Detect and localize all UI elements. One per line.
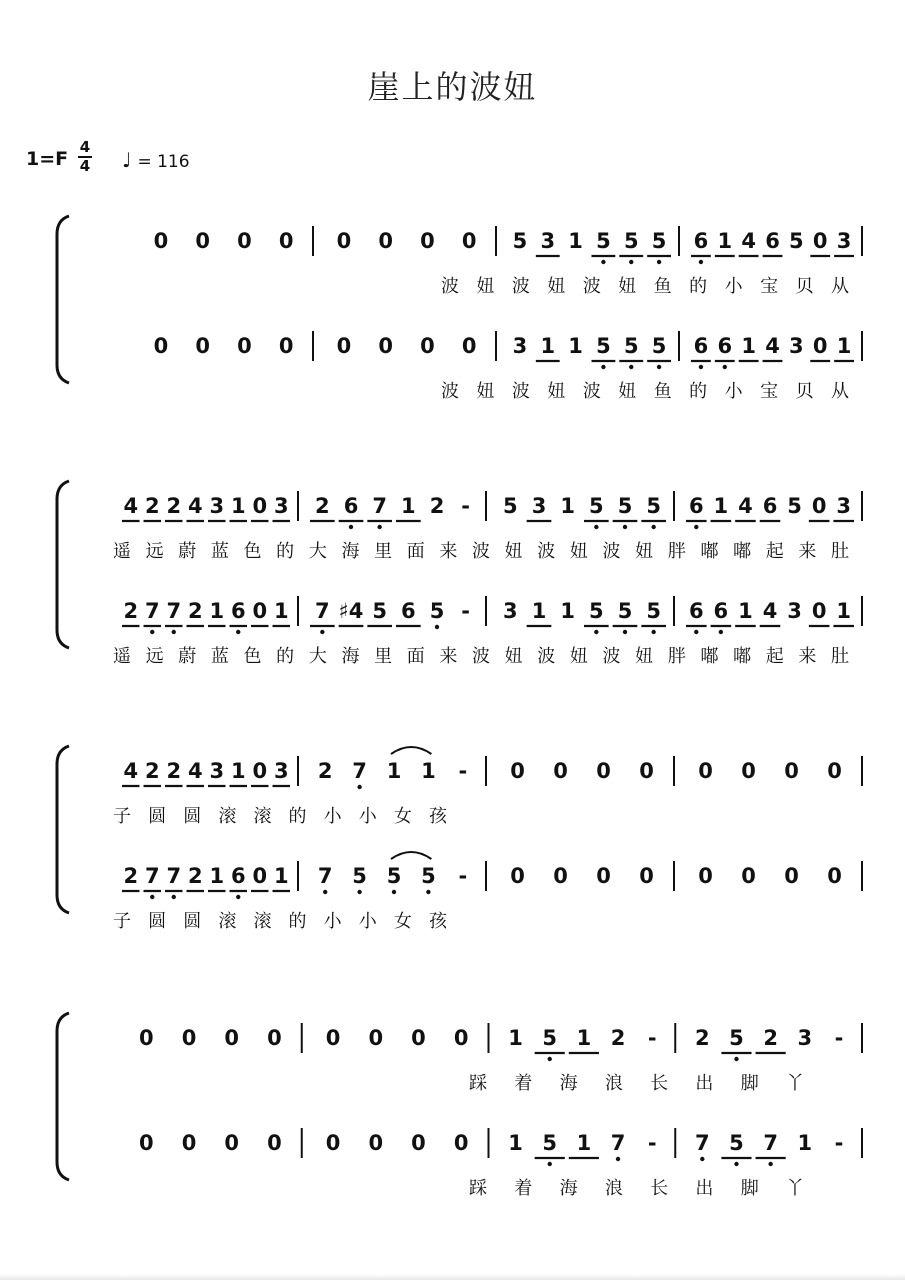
note: 1 xyxy=(797,1131,813,1155)
note: 1 xyxy=(230,759,246,783)
lower-octave-dot xyxy=(172,630,176,634)
note: 0 xyxy=(237,229,252,253)
note: 5 xyxy=(352,864,367,888)
note: 7 xyxy=(352,759,367,783)
note: 0 xyxy=(741,864,756,888)
note: 0 xyxy=(741,759,756,783)
note: 0 xyxy=(336,229,352,253)
note: 0 xyxy=(420,334,435,358)
note: 1 xyxy=(401,494,416,518)
note: 0 xyxy=(811,599,827,623)
note: - xyxy=(834,1026,844,1050)
note: 5 xyxy=(787,494,802,518)
note: 1 xyxy=(508,1026,523,1050)
note: 0 xyxy=(237,334,252,358)
note: 1 xyxy=(540,334,556,358)
note: 5 xyxy=(596,334,611,358)
note: 5 xyxy=(651,229,667,253)
note: 0 xyxy=(267,1026,282,1050)
note: 6 xyxy=(401,599,416,623)
note: 0 xyxy=(325,1131,341,1155)
note: 4 xyxy=(741,229,756,253)
note: 5 xyxy=(623,334,639,358)
lower-octave-dot xyxy=(357,785,361,789)
note: 0 xyxy=(252,494,268,518)
note: 1 xyxy=(717,229,733,253)
note: 3 xyxy=(273,494,289,518)
lower-octave-dot xyxy=(629,365,633,369)
note: 5 xyxy=(542,1026,558,1050)
note: 7 xyxy=(372,494,387,518)
note: 0 xyxy=(278,229,294,253)
lower-octave-dot xyxy=(651,525,655,529)
lyrics-line: 子 圆 圆 滚 滚 的 小 小 女 孩 xyxy=(113,806,447,827)
note: 5 xyxy=(429,599,445,623)
note: 1 xyxy=(836,599,852,623)
note: 2 xyxy=(763,1026,778,1050)
note: 0 xyxy=(784,864,799,888)
note: 1 xyxy=(568,334,583,358)
note: 0 xyxy=(336,334,352,358)
key-signature: 1=F xyxy=(26,148,69,170)
note: 3 xyxy=(797,1026,813,1050)
lower-octave-dot xyxy=(548,1057,552,1061)
lower-octave-dot xyxy=(734,1057,738,1061)
note: 5 xyxy=(542,1131,558,1155)
note: 0 xyxy=(267,1131,282,1155)
note: 0 xyxy=(510,759,525,783)
lower-octave-dot xyxy=(623,525,627,529)
note: 0 xyxy=(181,1131,197,1155)
note: 6 xyxy=(343,494,359,518)
song-title: 崖上的波妞 xyxy=(367,68,538,106)
lower-octave-dot xyxy=(323,890,327,894)
time-signature-top: 4 xyxy=(79,138,91,156)
note: 5 xyxy=(503,494,518,518)
tie-arc xyxy=(391,852,431,859)
note: 5 xyxy=(589,494,604,518)
note: 0 xyxy=(453,1131,469,1155)
note: 0 xyxy=(553,864,568,888)
note: 7 xyxy=(315,599,330,623)
note: - xyxy=(834,1131,844,1155)
note: 1 xyxy=(273,864,289,888)
note: 1 xyxy=(560,599,575,623)
lower-octave-dot xyxy=(768,1162,772,1166)
lyrics-line: 波 妞 波 妞 波 妞 鱼 的 小 宝 贝 从 xyxy=(441,276,849,297)
note: 1 xyxy=(421,759,436,783)
note: 1 xyxy=(741,334,756,358)
lower-octave-dot xyxy=(657,365,661,369)
note: 0 xyxy=(461,229,477,253)
lower-octave-dot xyxy=(699,260,703,264)
note: 3 xyxy=(836,494,852,518)
lower-octave-dot xyxy=(357,890,361,894)
note: 0 xyxy=(827,864,842,888)
note: 1 xyxy=(209,864,225,888)
note: 0 xyxy=(252,759,268,783)
note: 1 xyxy=(531,599,547,623)
note: 0 xyxy=(252,599,268,623)
quarter-note-icon: ♩ xyxy=(122,148,132,172)
note: 5 xyxy=(646,599,661,623)
note: 5 xyxy=(729,1026,744,1050)
note: 7 xyxy=(166,599,182,623)
note: 5 xyxy=(596,229,611,253)
note: 5 xyxy=(646,494,661,518)
lower-octave-dot xyxy=(150,630,154,634)
note: 6 xyxy=(688,494,704,518)
tempo-value: = 116 xyxy=(137,152,190,172)
note: 3 xyxy=(787,599,802,623)
note: 7 xyxy=(144,864,160,888)
note: 0 xyxy=(510,864,525,888)
note: 5 xyxy=(617,599,633,623)
note: 3 xyxy=(273,759,289,783)
note: 0 xyxy=(325,1026,341,1050)
note: 0 xyxy=(368,1026,384,1050)
note: 6 xyxy=(765,229,780,253)
note: 6 xyxy=(713,599,729,623)
note: 6 xyxy=(693,229,709,253)
note: 2 xyxy=(187,864,203,888)
lower-octave-dot xyxy=(150,895,154,899)
note: 0 xyxy=(453,1026,469,1050)
note: 5 xyxy=(651,334,667,358)
note: 7 xyxy=(763,1131,778,1155)
lower-octave-dot xyxy=(392,890,396,894)
note: 2 xyxy=(144,759,160,783)
note: 0 xyxy=(784,759,799,783)
note: 2 xyxy=(610,1026,626,1050)
note: 5 xyxy=(421,864,436,888)
note: 6 xyxy=(717,334,733,358)
system-bracket xyxy=(57,1013,69,1180)
note: 7 xyxy=(144,599,160,623)
note: 5 xyxy=(623,229,639,253)
note: 0 xyxy=(181,1026,197,1050)
note: 3 xyxy=(209,494,225,518)
lower-octave-dot xyxy=(629,260,633,264)
time-signature-bottom: 4 xyxy=(79,157,91,175)
note: 0 xyxy=(195,334,210,358)
note: 0 xyxy=(596,864,611,888)
note: 0 xyxy=(411,1026,426,1050)
note: 1 xyxy=(209,599,225,623)
note: 0 xyxy=(139,1131,154,1155)
note: - xyxy=(458,759,468,783)
note: 0 xyxy=(461,334,477,358)
note: 0 xyxy=(639,864,654,888)
note: 2 xyxy=(123,599,139,623)
lower-octave-dot xyxy=(723,365,727,369)
note: 0 xyxy=(553,759,568,783)
lower-octave-dot xyxy=(320,630,324,634)
note: 0 xyxy=(698,759,713,783)
lower-octave-dot xyxy=(694,630,698,634)
lower-octave-dot xyxy=(699,365,703,369)
note: 0 xyxy=(596,759,611,783)
note: 1 xyxy=(713,494,729,518)
note: 1 xyxy=(560,494,575,518)
note: 2 xyxy=(187,599,203,623)
lower-octave-dot xyxy=(601,260,605,264)
lower-octave-dot xyxy=(616,1157,620,1161)
note: 3 xyxy=(531,494,547,518)
lower-octave-dot xyxy=(594,630,598,634)
note: 3 xyxy=(209,759,225,783)
lower-octave-dot xyxy=(601,365,605,369)
note: 6 xyxy=(230,864,246,888)
note: 0 xyxy=(812,334,828,358)
lyrics-line: 遥 远 蔚 蓝 色 的 大 海 里 面 来 波 妞 波 妞 波 妞 胖 嘟 嘟 起 来 肚 xyxy=(113,646,849,667)
note: 4 xyxy=(187,759,203,783)
lyrics-line: 遥 远 蔚 蓝 色 的 大 海 里 面 来 波 妞 波 妞 波 妞 胖 嘟 嘟 起 来 肚 xyxy=(113,541,849,562)
lower-octave-dot xyxy=(548,1162,552,1166)
lower-octave-dot xyxy=(377,525,381,529)
note: 3 xyxy=(789,334,804,358)
page-edge xyxy=(0,1274,905,1280)
lower-octave-dot xyxy=(651,630,655,634)
note: 1 xyxy=(230,494,246,518)
note: 0 xyxy=(224,1026,240,1050)
note: 0 xyxy=(827,759,842,783)
note: 4 xyxy=(123,759,139,783)
note: 0 xyxy=(811,494,827,518)
note: 6 xyxy=(688,599,704,623)
note: - xyxy=(647,1026,657,1050)
note: 5 xyxy=(372,599,387,623)
note: 6 xyxy=(230,599,246,623)
system-bracket xyxy=(57,746,69,913)
note: - xyxy=(461,599,471,623)
note: 2 xyxy=(123,864,139,888)
note: 5 xyxy=(512,229,528,253)
note: 3 xyxy=(836,229,852,253)
note: 4 xyxy=(762,599,778,623)
lyrics-line: 踩 着 海 浪 长 出 脚 丫 xyxy=(469,1073,804,1094)
note: 7 xyxy=(317,864,333,888)
lower-octave-dot xyxy=(426,890,430,894)
lyrics-line: 子 圆 圆 滚 滚 的 小 小 女 孩 xyxy=(113,911,447,932)
note: 7 xyxy=(166,864,182,888)
note: 2 xyxy=(695,1026,710,1050)
tie-arc xyxy=(391,747,431,754)
lyrics-line: 波 妞 波 妞 波 妞 鱼 的 小 宝 贝 从 xyxy=(441,381,849,402)
note: 3 xyxy=(540,229,556,253)
system-bracket xyxy=(57,216,69,383)
note: 5 xyxy=(617,494,633,518)
note: - xyxy=(647,1131,657,1155)
note: 4 xyxy=(187,494,203,518)
note: 0 xyxy=(252,864,268,888)
note: - xyxy=(458,864,468,888)
lower-octave-dot xyxy=(700,1157,704,1161)
note: 5 xyxy=(386,864,402,888)
note: ♯4 xyxy=(338,599,364,623)
note: 0 xyxy=(698,864,713,888)
note: 1 xyxy=(568,229,583,253)
note: 7 xyxy=(695,1131,710,1155)
note: 0 xyxy=(639,759,654,783)
note: 2 xyxy=(429,494,445,518)
note: 3 xyxy=(512,334,528,358)
note: 0 xyxy=(378,229,393,253)
note: 0 xyxy=(224,1131,240,1155)
lower-octave-dot xyxy=(236,630,240,634)
note: 0 xyxy=(411,1131,426,1155)
note: 2 xyxy=(144,494,160,518)
lower-octave-dot xyxy=(719,630,723,634)
note: 2 xyxy=(315,494,330,518)
note: 0 xyxy=(153,229,169,253)
lower-octave-dot xyxy=(657,260,661,264)
note: 1 xyxy=(508,1131,523,1155)
note: 1 xyxy=(386,759,402,783)
note: 0 xyxy=(153,334,169,358)
note: 2 xyxy=(166,759,182,783)
note: 7 xyxy=(610,1131,626,1155)
note: 4 xyxy=(738,494,753,518)
lower-octave-dot xyxy=(623,630,627,634)
note: 1 xyxy=(836,334,852,358)
note: 0 xyxy=(368,1131,384,1155)
note: 0 xyxy=(139,1026,154,1050)
lower-octave-dot xyxy=(734,1162,738,1166)
note: 1 xyxy=(273,599,289,623)
note: 4 xyxy=(765,334,780,358)
note: 0 xyxy=(420,229,435,253)
note: 2 xyxy=(317,759,333,783)
note: - xyxy=(461,494,471,518)
note: 5 xyxy=(789,229,804,253)
lower-octave-dot xyxy=(694,525,698,529)
lyrics-line: 踩 着 海 浪 长 出 脚 丫 xyxy=(469,1178,804,1199)
note: 6 xyxy=(762,494,778,518)
note: 3 xyxy=(503,599,518,623)
lower-octave-dot xyxy=(349,525,353,529)
note: 1 xyxy=(576,1026,592,1050)
note: 4 xyxy=(123,494,139,518)
note: 0 xyxy=(378,334,393,358)
note: 5 xyxy=(589,599,604,623)
note: 6 xyxy=(693,334,709,358)
note: 5 xyxy=(729,1131,744,1155)
note: 0 xyxy=(278,334,294,358)
lower-octave-dot xyxy=(435,625,439,629)
lower-octave-dot xyxy=(236,895,240,899)
note: 1 xyxy=(576,1131,592,1155)
lower-octave-dot xyxy=(594,525,598,529)
lower-octave-dot xyxy=(172,895,176,899)
note: 0 xyxy=(812,229,828,253)
note: 0 xyxy=(195,229,210,253)
system-bracket xyxy=(57,481,69,648)
note: 2 xyxy=(166,494,182,518)
note: 1 xyxy=(738,599,753,623)
